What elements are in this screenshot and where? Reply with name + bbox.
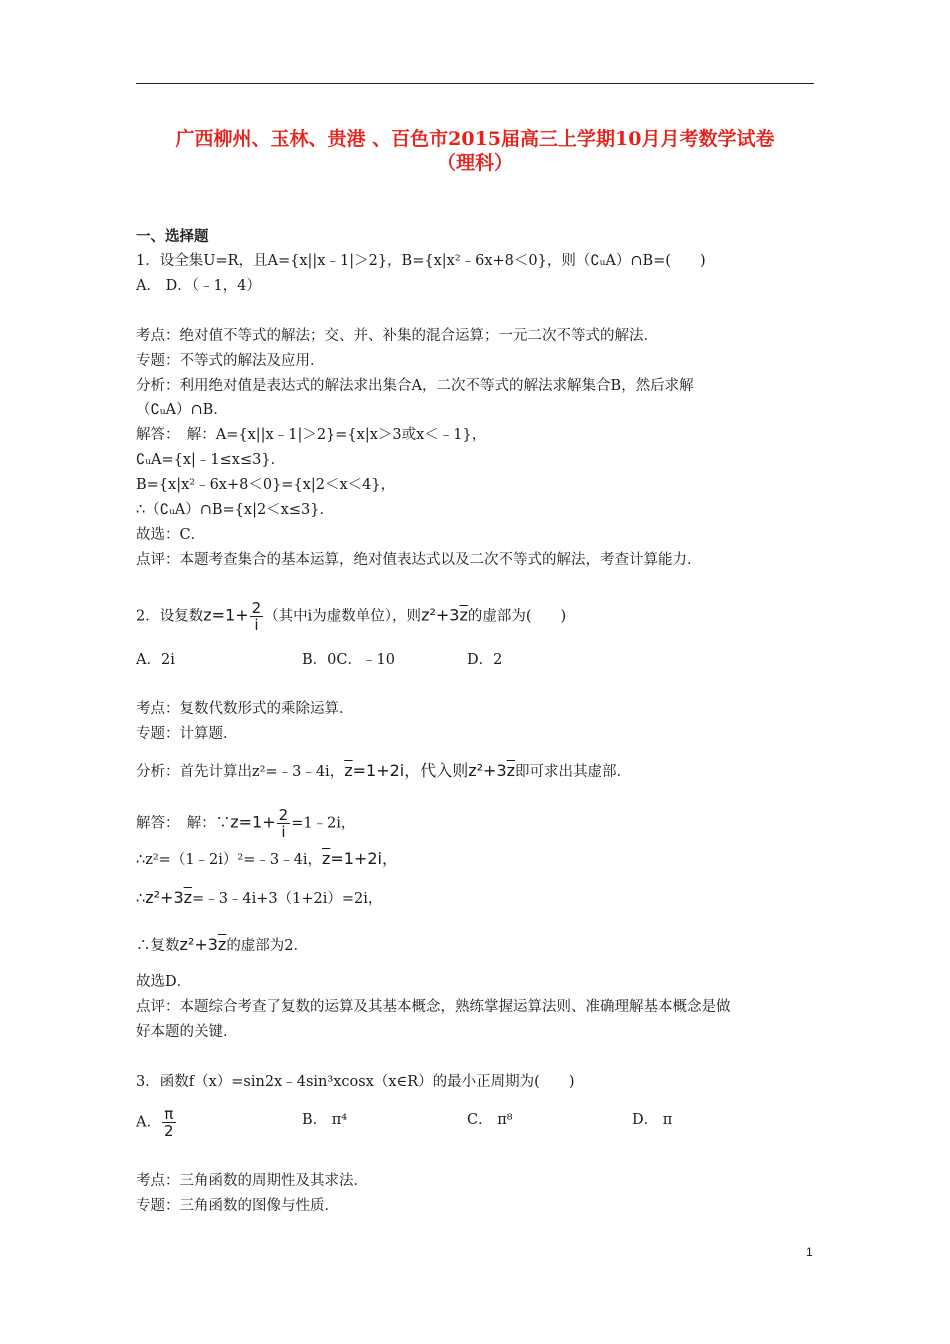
q3-stem: 3．函数f（x）=sin2x﹣4sin³xcosx（x∈R）的最小正周期为( )	[136, 1074, 575, 1090]
q1-dianping: 点评：本题考查集合的基本运算，绝对值表达式以及二次不等式的解法，考查计算能力．	[136, 552, 702, 568]
q2-j4-prefix: ∴复数	[136, 938, 180, 954]
q2-stem-post: 的虚部为( )	[467, 608, 567, 625]
q3-option-a	[136, 1106, 177, 1139]
q2-j2-zbar: $\overline{z}$	[321, 849, 331, 868]
q2-fraction	[250, 600, 264, 633]
q2-dianping-1: 点评：本题综合考查了复数的运算及其基本概念，熟练掌握运算法则、准确理解基本概念是做	[136, 999, 731, 1015]
q2-fenxi-post: 即可求出其虚部．	[515, 764, 632, 780]
q2-j4-post: 的虚部为2．	[226, 938, 309, 954]
q3-option-d: D． π	[632, 1112, 673, 1128]
q2-fenxi-zbar: $\overline{z}$	[344, 761, 353, 780]
q2-kaodian: 考点：复数代数形式的乘除运算．	[136, 701, 354, 717]
q1-jieda-1: 解答： 解：A={x||x﹣1|＞2}={x|x＞3或x＜﹣1}，	[136, 427, 487, 443]
q3-zhuanti: 专题：三角函数的图像与性质．	[136, 1198, 339, 1214]
q2-option-a: A．2i	[136, 652, 175, 668]
q2-fenxi-expr: z²+3	[468, 761, 507, 780]
q1-stem: 1．设全集U=R，且A={x||x﹣1|＞2}，B={x|x²﹣6x+8＜0}，则（∁ᵤA）∩B=( )	[136, 253, 706, 269]
page-number: 1	[806, 1245, 813, 1259]
q1-fenxi-1: 分析：利用绝对值是表达式的解法求出集合A，二次不等式的解法求解集合B，然后求解	[136, 378, 694, 394]
q2-j3-zbar: $\overline{z}$	[183, 888, 193, 907]
doc-subtitle: （理科）	[436, 152, 513, 174]
q3-option-a-fraction	[162, 1106, 176, 1139]
q3-option-c: C． π⁸	[467, 1112, 513, 1128]
q2-j4-expr: z²+3	[179, 935, 218, 954]
q1-jieda-3: B={x|x²﹣6x+8＜0}={x|2＜x＜4}，	[136, 477, 396, 493]
q2-zhuanti: 专题：计算题．	[136, 726, 238, 742]
q2-stem-prefix: 2．设复数	[136, 608, 204, 625]
q2-fenxi	[136, 761, 631, 782]
doc-title: 广西柳州、玉林、贵港 、百色市2015届高三上学期10月月考数学试卷	[175, 128, 775, 150]
q1-jieda-4: ∴（∁ᵤA）∩B={x|2＜x≤3}．	[136, 502, 334, 518]
section-heading: 一、选择题	[136, 228, 209, 245]
q2-j1-post: =1﹣2i，	[291, 815, 356, 832]
q2-jieda-1	[136, 807, 355, 840]
q1-options: A． D．（﹣1，4）	[136, 278, 261, 294]
q2-j3-post: =﹣3﹣4i+3（1+2i）=2i，	[192, 891, 383, 907]
q3-kaodian: 考点：三角函数的周期性及其求法．	[136, 1173, 368, 1189]
q2-z-def: z=1+	[203, 605, 249, 625]
q2-j4-zbar: $\overline{z}$	[217, 935, 227, 954]
q3-option-a-den: 2	[163, 1122, 174, 1140]
q2-option-d: D．2	[467, 652, 503, 668]
header-rule	[136, 83, 814, 84]
q2-j2-post: =1+2i，	[330, 849, 398, 868]
q2-j1-frac-den: i	[277, 823, 291, 840]
q1-zhuanti: 专题：不等式的解法及应用．	[136, 353, 325, 369]
q2-zbar: $\overline{z}$	[459, 605, 468, 625]
q1-fenxi-2: （∁ᵤA）∩B．	[136, 402, 228, 418]
q2-option-b: B．0C．﹣10	[302, 652, 395, 668]
q2-frac-num: 2	[251, 599, 262, 617]
q2-fenxi-prefix: 分析：首先计算出z²=﹣3﹣4i，	[136, 764, 345, 780]
q2-expr: z²+3	[421, 605, 460, 625]
q2-j1-z: z=1+	[230, 812, 276, 832]
q1-answer: 故选：C．	[136, 527, 206, 543]
q2-stem-mid: （其中i为虚数单位），则	[264, 608, 422, 625]
q2-dianping-2: 好本题的关键．	[136, 1024, 238, 1040]
q2-answer: 故选D．	[136, 974, 192, 990]
q2-jieda-2	[136, 849, 398, 870]
q2-j1-prefix: 解答： 解：∵	[136, 815, 231, 832]
q1-jieda-2: ∁ᵤA={x|﹣1≤x≤3}．	[136, 452, 286, 468]
q3-option-a-label: A．	[136, 1114, 161, 1131]
q2-fenxi-mid: =1+2i，代入则	[352, 761, 469, 780]
q3-option-b: B． π⁴	[302, 1112, 348, 1128]
q2-j2-prefix: ∴z²=（1﹣2i）²=﹣3﹣4i，	[136, 852, 322, 868]
q2-stem	[136, 600, 566, 633]
q2-j1-fraction	[277, 807, 291, 840]
q2-jieda-4	[136, 935, 308, 956]
q2-jieda-3	[136, 888, 382, 909]
q2-j3-expr: z²+3	[145, 888, 184, 907]
q3-option-a-num: π	[164, 1105, 174, 1123]
q2-frac-den: i	[250, 616, 264, 633]
q1-kaodian: 考点：绝对值不等式的解法；交、并、补集的混合运算；一元二次不等式的解法．	[136, 328, 658, 344]
q2-j3-prefix: ∴	[136, 891, 146, 907]
q2-fenxi-zbar-2: $\overline{z}$	[506, 761, 516, 780]
q2-j1-frac-num: 2	[278, 806, 289, 824]
